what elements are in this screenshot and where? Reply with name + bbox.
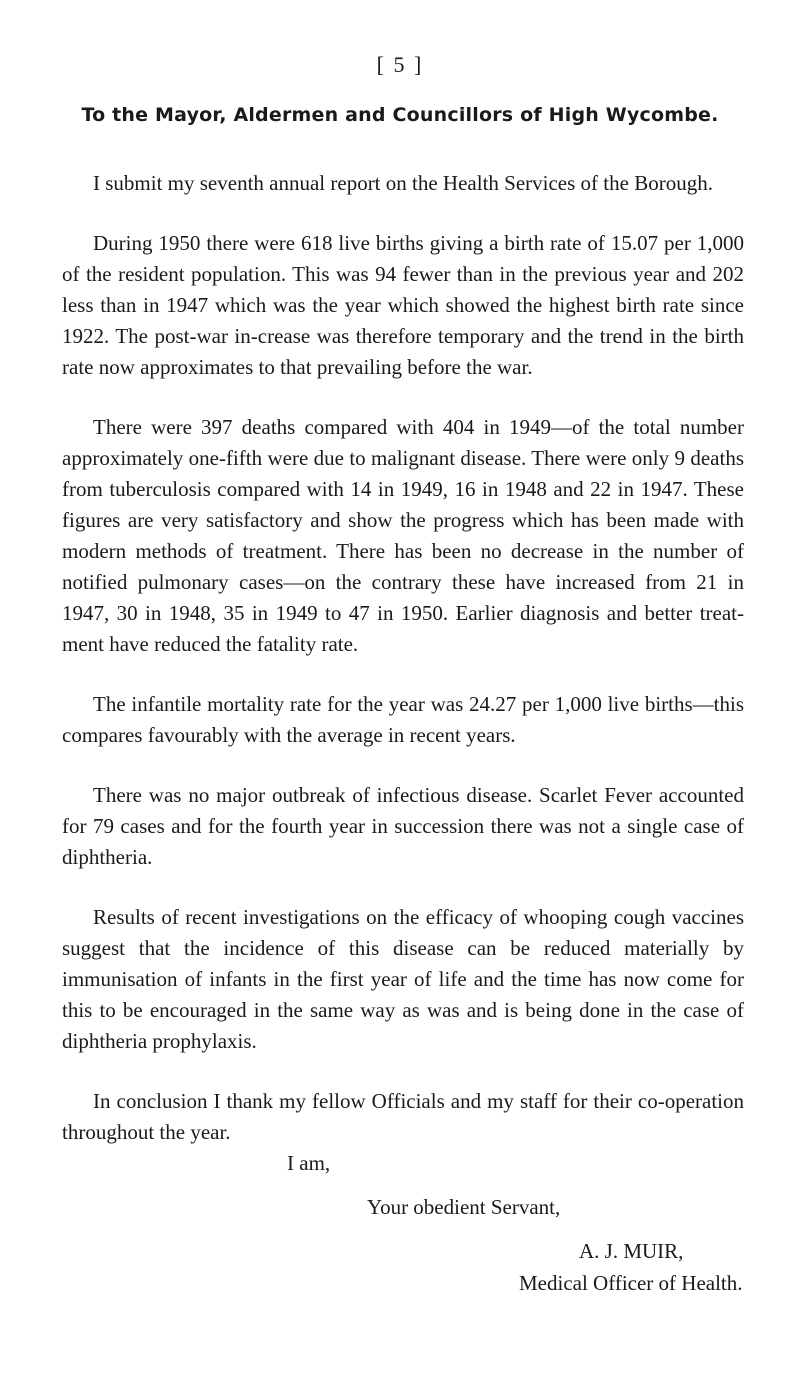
closing-salutation: I am, (287, 1151, 331, 1175)
paragraph-whooping-cough: Results of recent investigations on the efficacy of whooping cough vaccines suggest that the incidence of this disease can be reduced materially by immunisation of infants in the first year of life and the time has now come for this to be encouraged in the same way as was and is being done in the case of diphtheria prophylaxis. (62, 905, 744, 1053)
letter-body (62, 168, 744, 1177)
paragraph-conclusion: In conclusion I thank my fellow Officials and my staff for their co-operation throughout the year. (62, 1089, 744, 1144)
paragraph-deaths: There were 397 deaths compared with 404 in 1949—of the total number approximately one-fifth were due to malignant disease. There were only 9 deaths from tuberculosis compared with 14 in 1949, 16 in 1948 and 22 in 1947. These figures are very satisfactory and show the progress which has been made with modern methods of treatment. There has been no decrease in the number of notified pulmonary cases—on the contrary these have increased from 21 in 1947, 30 in 1948, 35 in 1949 to 47 in 1950. Earlier diagnosis and better treat-ment have reduced the fatality rate. (62, 415, 744, 656)
page-number: [ 5 ] (376, 52, 424, 77)
signatory-name: A. J. MUIR, (579, 1239, 684, 1263)
paragraph-infectious-disease: There was no major outbreak of infectious disease. Scarlet Fever accounted for 79 cases and for the fourth year in succession there was not a single case of diphtheria. (62, 783, 744, 869)
closing-valediction: Your obedient Servant, (367, 1195, 561, 1219)
paragraph-infant-mortality: The infantile mortality rate for the year was 24.27 per 1,000 live births—this compares favourably with the average in recent years. (62, 692, 744, 747)
paragraph-intro: I submit my seventh annual report on the Health Services of the Borough. (93, 171, 713, 195)
letter-heading: To the Mayor, Aldermen and Councillors of High Wycombe. (81, 104, 719, 126)
signatory-title: Medical Officer of Health. (519, 1271, 743, 1295)
paragraph-births: During 1950 there were 618 live births giving a birth rate of 15.07 per 1,000 of the resident population. This was 94 fewer than in the previous year and 202 less than in 1947 which was the year which showed the highest birth rate since 1922. The post-war in-crease was therefore temporary and the trend in the birth rate now approximates to that prevailing before the war. (62, 231, 744, 379)
